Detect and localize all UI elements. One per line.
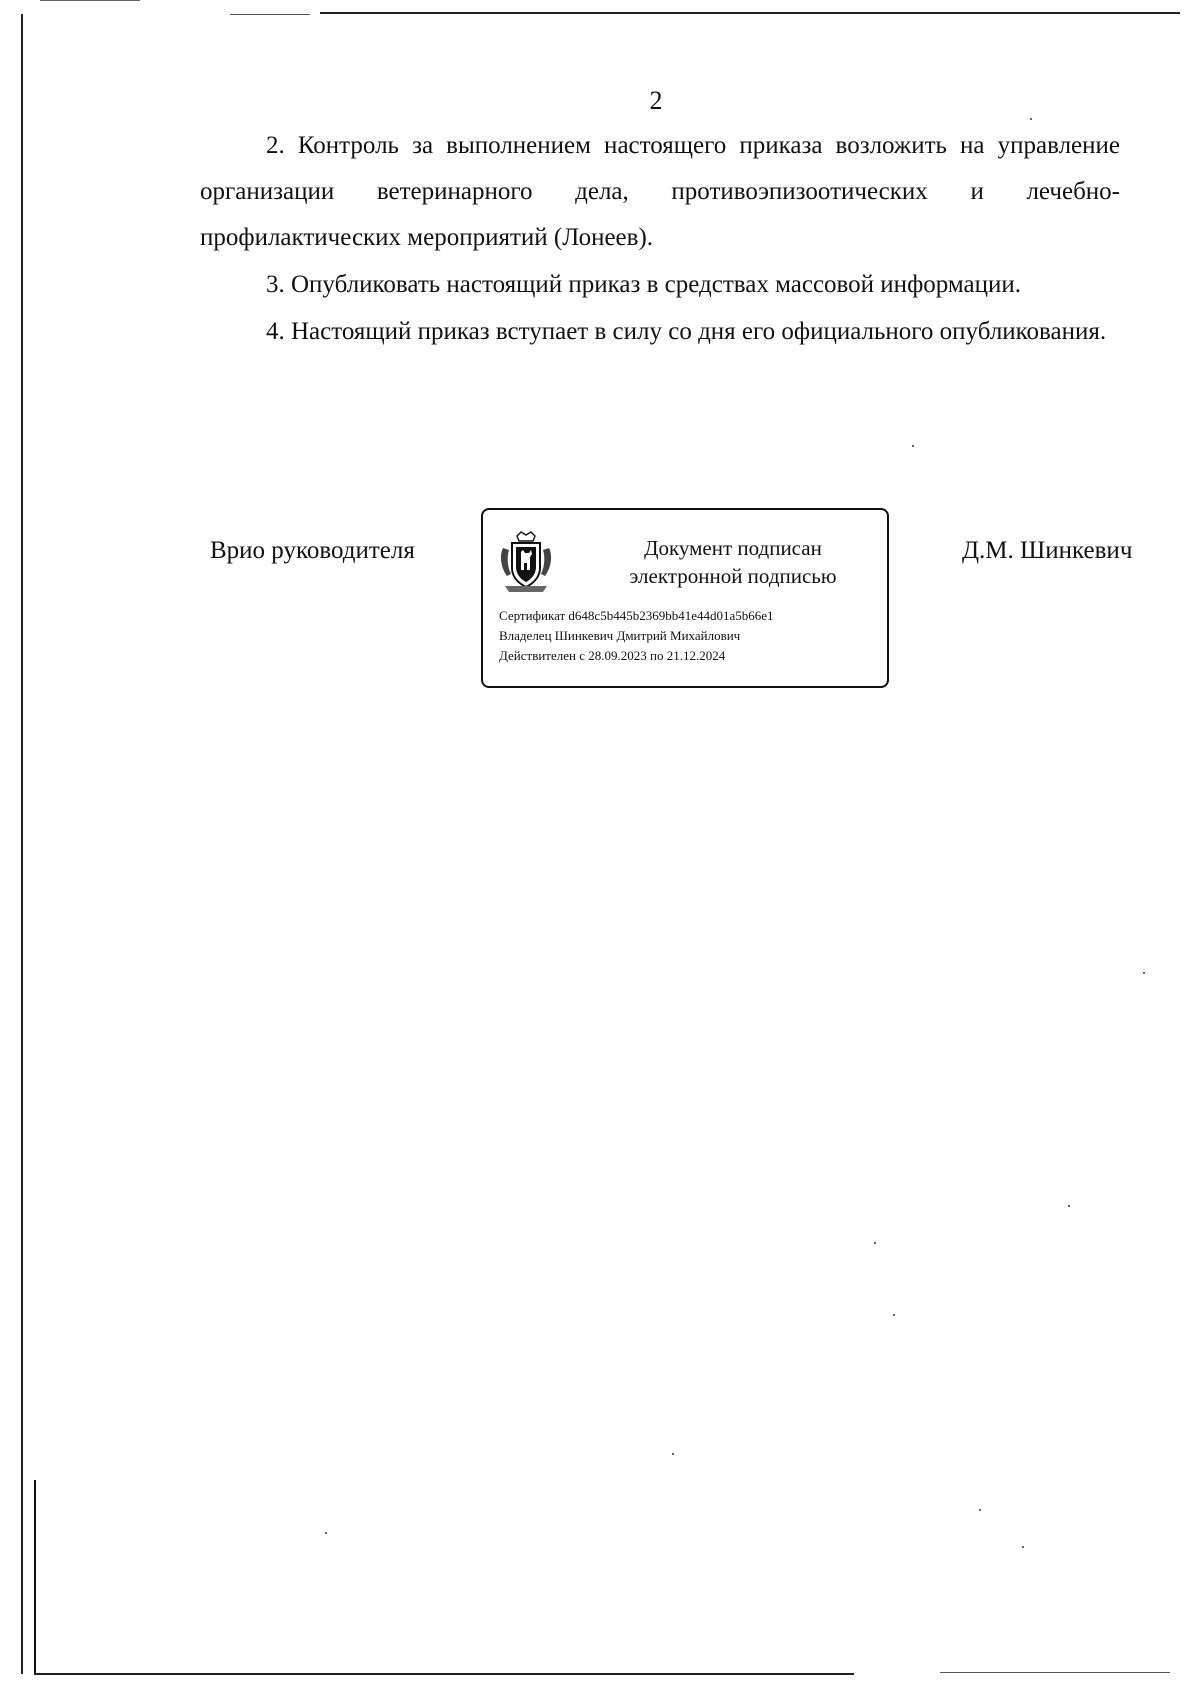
stamp-title-line-1: Документ подписан <box>644 536 822 560</box>
stamp-owner: Владелец Шинкевич Дмитрий Михайлович <box>499 628 741 643</box>
scan-edge-top <box>320 12 1180 14</box>
scan-edge-left-lower <box>34 1480 36 1675</box>
paragraph-2: 2. Контроль за выполнением настоящего приказа возложить на управление организации ветеринарного дела, противоэпизоотических и лечебно-профилактических мероприятий (Лонеев). <box>200 132 1120 251</box>
scan-speck <box>893 1314 895 1316</box>
coat-of-arms-icon <box>497 530 555 594</box>
scan-speck <box>874 1242 876 1244</box>
scan-edge-top-dash <box>230 14 310 15</box>
scan-speck <box>1068 1205 1070 1207</box>
scan-speck <box>1143 972 1145 974</box>
paragraph-4: 4. Настоящий приказ вступает в силу со дня его официального опубликования. <box>266 318 1107 345</box>
scan-speck <box>912 445 914 447</box>
scan-speck <box>979 1509 981 1511</box>
stamp-title-line-2: электронной подписью <box>629 564 837 588</box>
scan-edge-left <box>21 14 23 1674</box>
stamp-certificate: Сертификат d648c5b445b2369bb41e44d01a5b66e1 <box>499 608 774 623</box>
scan-speck <box>1030 118 1032 120</box>
scan-edge-bottom-right <box>940 1672 1170 1673</box>
signatory-name: Д.М. Шинкевич <box>962 537 1133 564</box>
scan-speck <box>672 1453 674 1455</box>
scan-edge-top-left <box>40 0 140 1</box>
scan-speck <box>325 1532 327 1534</box>
scan-speck <box>1022 1546 1024 1548</box>
scan-edge-bottom <box>34 1673 854 1675</box>
electronic-signature-stamp <box>481 508 889 688</box>
stamp-validity: Действителен с 28.09.2023 по 21.12.2024 <box>499 648 726 663</box>
signatory-position: Врио руководителя <box>210 537 415 564</box>
stamp-title <box>593 534 873 590</box>
paragraph-3: 3. Опубликовать настоящий приказ в средствах массовой информации. <box>266 271 1022 298</box>
page-number: 2 <box>649 86 663 115</box>
